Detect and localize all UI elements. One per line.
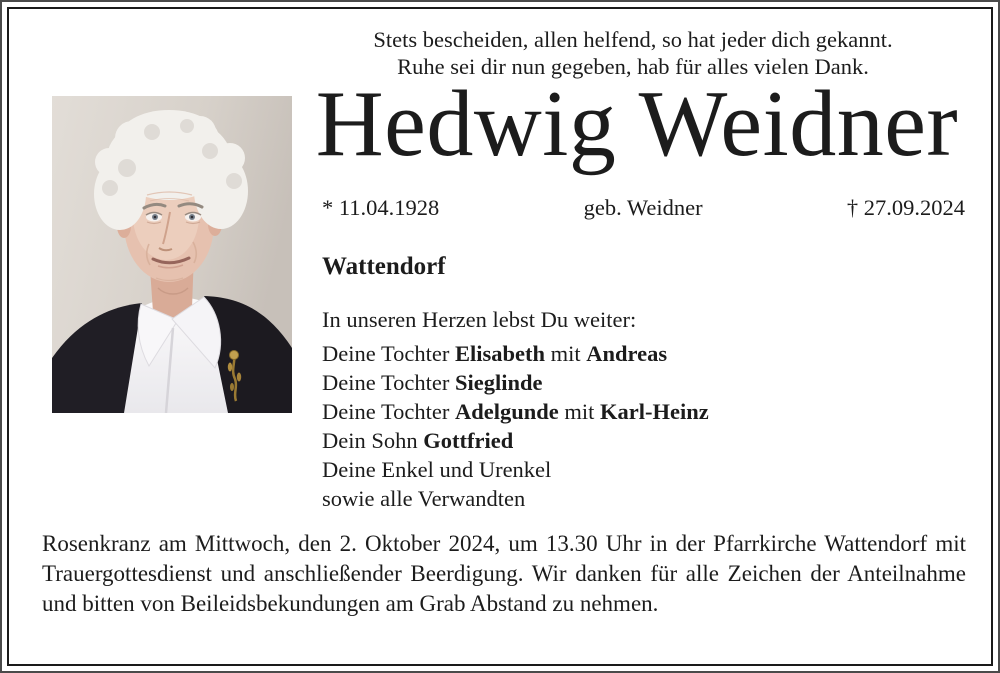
family-line bbox=[322, 397, 965, 426]
family-line bbox=[322, 339, 965, 368]
place-name: Wattendorf bbox=[322, 253, 446, 280]
family-relation-text: Deine Tochter bbox=[322, 370, 455, 395]
family-line bbox=[322, 426, 965, 455]
portrait-photo-svg bbox=[52, 96, 292, 413]
family-member-name: Sieglinde bbox=[454, 370, 543, 395]
epitaph-line-2: Ruhe sei dir nun gegeben, hab für alles vielen Dank. bbox=[397, 54, 869, 79]
family-list bbox=[322, 339, 965, 513]
death-date: † 27.09.2024 bbox=[846, 195, 965, 220]
maiden-name: geb. Weidner bbox=[583, 195, 703, 220]
portrait-photo bbox=[52, 96, 292, 413]
family-member-name: Karl-Heinz bbox=[600, 399, 709, 424]
family-member-name: Adelgunde bbox=[454, 399, 559, 424]
family-member-name: Gottfried bbox=[423, 428, 514, 453]
family-relation-text: Deine Enkel und Urenkel bbox=[322, 457, 552, 482]
family-relation-text: sowie alle Verwandten bbox=[322, 486, 526, 511]
epitaph-line-1: Stets bescheiden, allen helfend, so hat jeder dich gekannt. bbox=[373, 27, 893, 52]
family-relation-text: mit bbox=[545, 341, 587, 366]
birth-date: * 11.04.1928 bbox=[322, 195, 440, 220]
remembrance-intro: In unseren Herzen lebst Du weiter: bbox=[322, 307, 637, 332]
family-relation-text: Deine Tochter bbox=[322, 341, 455, 366]
family-relation-text: Dein Sohn bbox=[322, 428, 424, 453]
family-member-name: Elisabeth bbox=[454, 341, 545, 366]
funeral-announcement: Rosenkranz am Mittwoch, den 2. Oktober 2024, um 13.30 Uhr in der Pfarrkirche Wattendorf mit Trauergottesdienst und anschließender Beerdigung. Wir danken für alle Zeichen der Anteilnahme und bitten von Beileidsbekundungen am Grab Abstand zu nehmen. bbox=[42, 531, 966, 616]
family-member-name: Andreas bbox=[586, 341, 668, 366]
family-line bbox=[322, 368, 965, 397]
deceased-name: Hedwig Weidner bbox=[315, 72, 959, 176]
family-line bbox=[322, 484, 965, 513]
life-dates-row bbox=[322, 194, 965, 222]
family-line bbox=[322, 455, 965, 484]
family-relation-text: mit bbox=[558, 399, 601, 424]
family-relation-text: Deine Tochter bbox=[322, 399, 455, 424]
